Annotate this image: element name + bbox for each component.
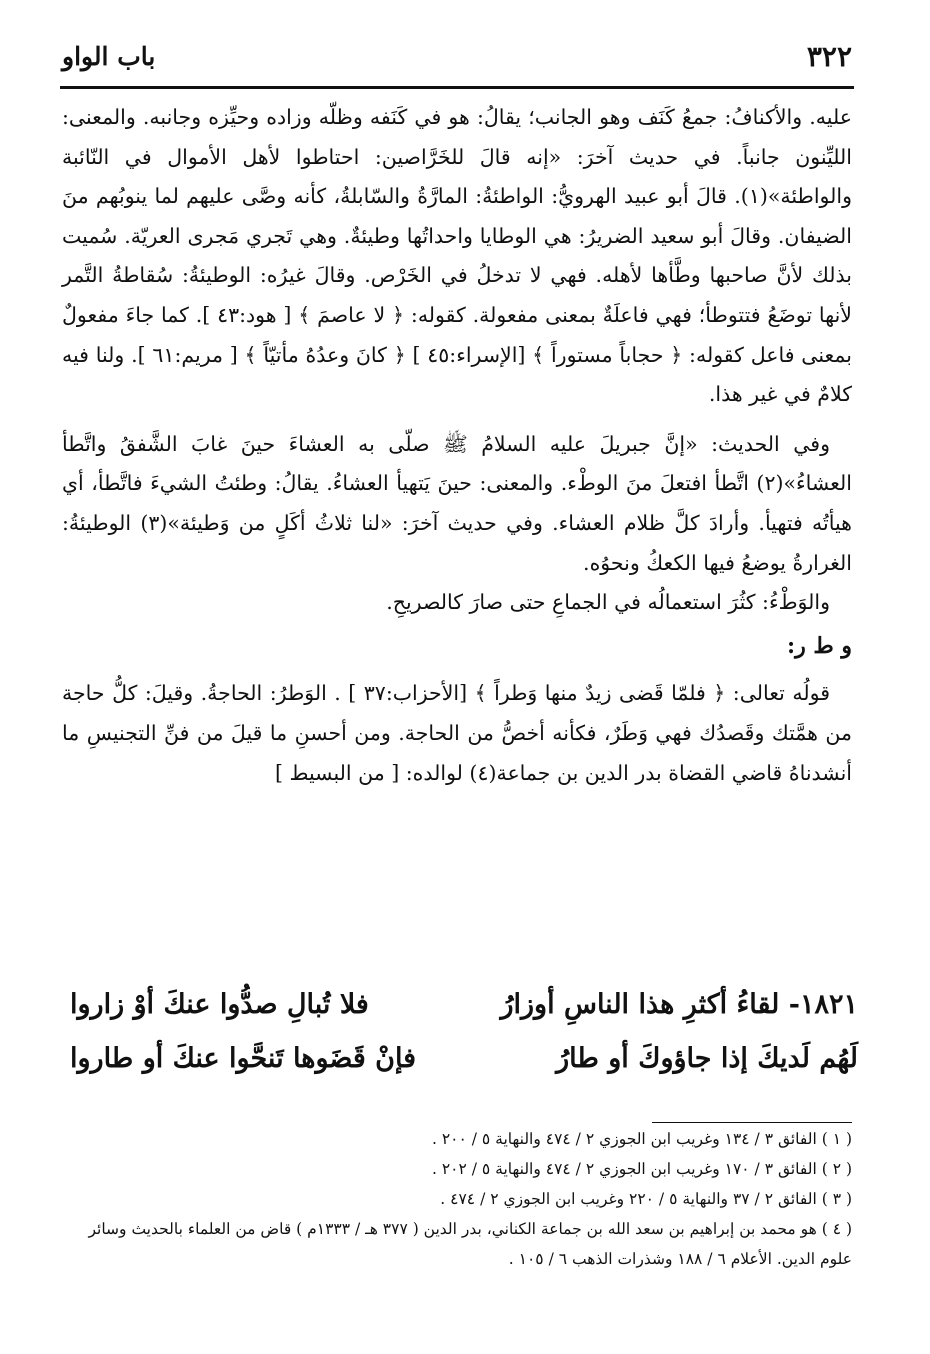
paragraph: قولُه تعالى: ﴿ فلمّا قَضى زيدٌ منها وَطراً ﴾ [الأحزاب:٣٧ ] . الوَطرُ: الحاجةُ. وقيلَ: كلُّ حاجة من همَّتك وقَصدُك فهي وَطَرٌ، فكأنه أخصُّ من الحاجة. ومن أحسنِ ما قيلَ من فنِّ التجنيسِ ما أنشدناهُ قاضي القضاة بدر الدين بن جماعة(٤) لوالده: [ من البسيط ]	[62, 681, 852, 785]
footnote: ( ٤ ) هو محمد بن إبراهيم بن سعد الله بن جماعة الكناني، بدر الدين ( ٣٧٧ هـ / ١٣٣٣م ) قاض من العلماء بالحديث وسائر علوم الدين. الأعلام ٦ / ١٨٨ وشذرات الذهب ٦ / ١٠٥ .	[88, 1220, 852, 1268]
page-header	[62, 28, 852, 84]
paragraph: عليه. والأكنافُ: جمعُ كَنَف وهو الجانب؛ يقالُ: هو في كَنَفه وظلّه وزاده وحيِّزه وجانبه. والمعنى: الليِّنون جانباً. في حديث آخرَ: «إنه قالَ للخَرَّاصين: احتاطوا لأهل الأموال في النّائبة والواطئة»(١). قالَ أبو عبيد الهرويُّ: الواطئةُ: المارَّةُ والسّابلةُ، كأنه وصَّى عليهم لما ينوبُهم منَ الضيفان. وقالَ أبو سعيد الضريرُ: هي الوطايا واحداتُها وطيئةٌ. وهي تَجري مَجرى العريّة. سُميت بذلك لأنَّ صاحبها وطَّأها لأهله. فهي لا تدخلُ في الخَرْص. وقالَ غيرُه: الوطيئةُ: سُقاطةُ التَّمر لأنها توضَعُ فتتوطأ؛ فهي فاعلَةٌ بمعنى مفعولة. كقوله: ﴿ لا عاصمَ ﴾ [ هود:٤٣ ]. كما جاءَ مفعولٌ بمعنى فاعل كقوله: ﴿ حجاباً مستوراً ﴾ [الإسراء:٤٥ ] ﴿ كانَ وعدُهُ مأتيّاً ﴾ [ مريم:٦١ ]. ولنا فيه كلامٌ في غير هذا.	[62, 105, 852, 407]
header-rule	[60, 86, 854, 89]
entry-heading: و ط ر:	[786, 632, 852, 659]
poem	[70, 978, 858, 1086]
verse-second-hemistich: فإنْ قَضَوها تَنحَّوا عنكَ أو طاروا	[70, 1043, 417, 1074]
main-text	[62, 98, 852, 793]
poem-verse	[70, 978, 858, 1032]
chapter-title: باب الواو	[62, 41, 156, 71]
footnote: ( ١ ) الفائق ٣ / ١٣٤ وغريب ابن الجوزي ٢ / ٤٧٤ والنهاية ٥ / ٢٠٠ .	[431, 1130, 852, 1148]
footnote: ( ٣ ) الفائق ٢ / ٣٧ والنهاية ٥ / ٢٢٠ وغريب ابن الجوزي ٢ / ٤٧٤ .	[440, 1190, 852, 1208]
footnotes	[62, 1124, 852, 1274]
paragraph: والوَطْءُ: كثُرَ استعمالُه في الجماعِ حتى صارَ كالصريحِ.	[386, 590, 830, 615]
footnote: ( ٢ ) الفائق ٣ / ١٧٠ وغريب ابن الجوزي ٢ / ٤٧٤ والنهاية ٥ / ٢٠٢ .	[431, 1160, 852, 1178]
verse-first-hemistich: لَهُم لَديكَ إذا جاؤوكَ أو طارُ	[556, 1043, 858, 1074]
page-number: ٣٢٢	[806, 39, 852, 73]
poem-verse	[70, 1032, 858, 1086]
paragraph: وفي الحديث: «إنَّ جبريلَ عليه السلامُ ﷺ صلّى به العشاءَ حينَ غابَ الشَّفقُ واتَّطأ العشاءُ»(٢) اتَّطأ افتعلَ منَ الوطْء. والمعنى: حينَ يَتهيأ العشاءُ. يقالُ: وطئتُ الشيءَ فاتَّطأ، أي هيأتُه فتهيأ. وأرادَ كلَّ ظلام العشاء. وفي حديث آخرَ: «لنا ثلاثُ أكَلٍ من وَطيئة»(٣) الوطيئةُ: الغرارةُ يوضعُ فيها الكعكُ ونحوُه.	[62, 431, 852, 575]
verse-second-hemistich: فلا تُبالِ صدُّوا عنكَ أوْ زاروا	[70, 989, 369, 1020]
footnote-rule	[652, 1122, 852, 1123]
verse-first-hemistich: ١٨٢١- لقاءُ أكثرِ هذا الناسِ أوزارُ	[500, 989, 858, 1020]
paragraph-gap	[62, 415, 852, 425]
